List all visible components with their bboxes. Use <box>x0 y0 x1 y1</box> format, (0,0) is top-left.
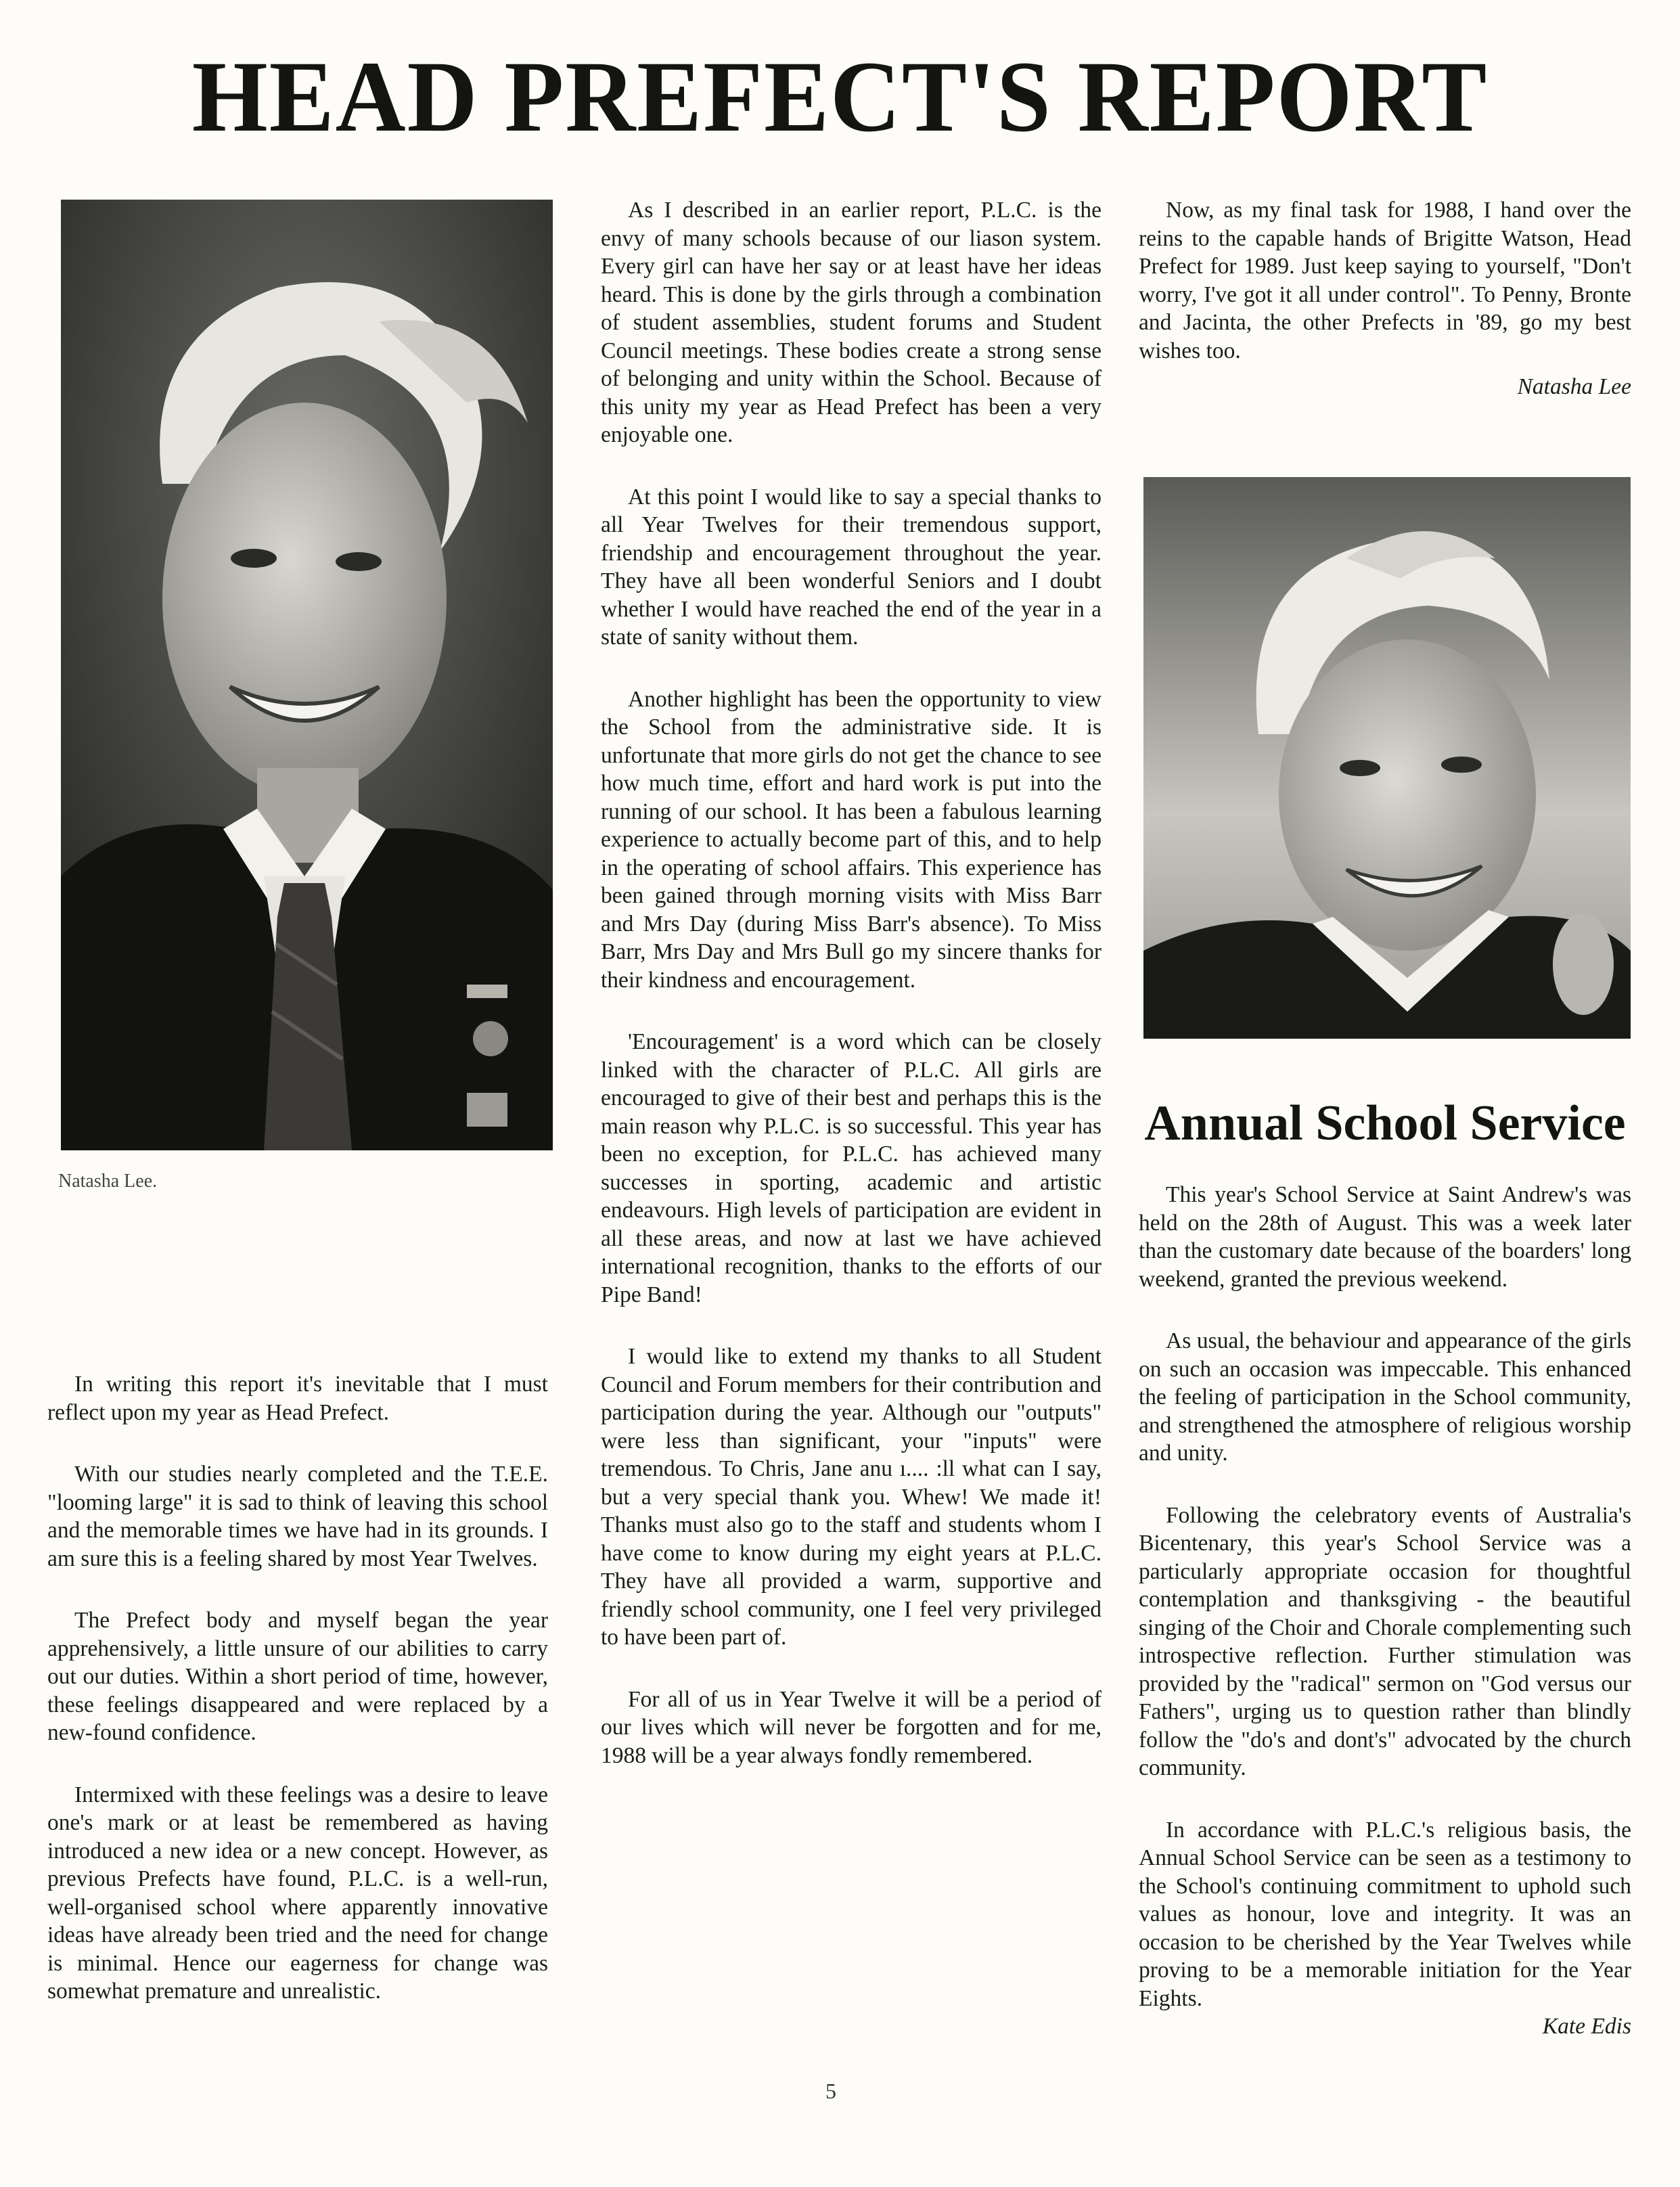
paragraph: As I described in an earlier report, P.L.C. is the envy of many schools because of our liason system. Every girl can have her say or at least have her ideas heard. This is done by the girls through a combination of student assemblies, student forums and Student Council meetings. These bodies create a strong sense of belonging and unity within the School. Because of this unity my year as Head Prefect has been a very enjoyable one. <box>601 198 1102 447</box>
paragraph: In accordance with P.L.C.'s religious basis, the Annual School Service can be seen as a testimony to the School's continuing commitment to uphold such values as honour, love and integrity. It was an occasion to be cherished by the Year Twelves while proving to be a memorable initiation for the Year Eights. <box>1139 1817 1631 2011</box>
section-heading: Annual School Service <box>1144 1096 1626 1151</box>
page-number: 5 <box>825 2079 836 2103</box>
paragraph: Following the celebratory events of Australia's Bicentenary, this year's School Service was a particularly appropriate occasion for thoughtful contemplation and thanksgiving - the beautiful singing of the Choir and Chorale complementing such introspective reflection. Further stimulation was provided by the "radical" sermon on "God versus our Fathers", urging us to question rather than blindly follow the "do's and dont's" advocated by the church community. <box>1139 1502 1631 1780</box>
portrait-illustration <box>1143 477 1631 1039</box>
column-right-service <box>1139 1181 1631 2075</box>
page-title: HEAD PREFECT'S REPORT <box>191 41 1489 153</box>
column-left <box>47 1370 548 2039</box>
photo-caption: Natasha Lee. <box>58 1171 158 1192</box>
paragraph: At this point I would like to say a special thanks to all Year Twelves for their tremendous support, friendship and encouragement throughout the year. They have all been wonderful Seniors and I doubt whether I would have reached the end of the year in a state of sanity without them. <box>601 484 1102 650</box>
paragraph: Intermixed with these feelings was a desire to leave one's mark or at least be remembered as having introduced a new idea or a new concept. However, as previous Prefects have found, P.L.C. is a well-run, well-organised school where apparently innovative ideas have already been tried and the need for change is minimal. Hence our eagerness for change was somewhat premature and unrealistic. <box>47 1782 548 2004</box>
paragraph: The Prefect body and myself began the year apprehensively, a little unsure of our abilities to carry out our duties. Within a short period of time, however, these feelings disappeared and were replaced by a new-found confidence. <box>47 1608 548 1745</box>
paragraph: 'Encouragement' is a word which can be closely linked with the character of P.L.C. All girls are encouraged to give of their best and perhaps this is the main reason why P.L.C. is so successful. This year has been no exception, for P.L.C. has achieved many successes in sporting, academic and artistic endeavours. High levels of participation are evident in all these areas, and now at last we have achieved international recognition, thanks to the efforts of our Pipe Band! <box>601 1029 1102 1307</box>
photo-natasha-lee <box>61 200 553 1150</box>
paragraph: This year's School Service at Saint Andrew's was held on the 28th of August. This was a week later than the customary date because of the boarders' long weekend, granted the previous weekend. <box>1139 1182 1631 1292</box>
paragraph: In writing this report it's inevitable that I must reflect upon my year as Head Prefect. <box>47 1372 548 1425</box>
portrait-illustration <box>61 200 553 1150</box>
photo-student <box>1143 477 1631 1039</box>
paragraph: I would like to extend my thanks to all Student Council and Forum members for their contribution and participation during the year. Although our "outputs" were less than significant, your "inputs" were tremendous. To Chris, Jane anu ı.... :ll what can I say, but a very special thank you. Whew! We made it! Thanks must also go to the staff and students whom I have come to know during my eight years at P.L.C. They have all provided a warm, supportive and friendly school community, one I feel very privileged to have been part of. <box>601 1344 1102 1650</box>
paragraph: For all of us in Year Twelve it will be a period of our lives which will never be forgotten and for me, 1988 will be a year always fondly remembered. <box>601 1686 1102 1768</box>
signature: Kate Edis <box>1542 2014 1631 2039</box>
column-right <box>1139 196 1631 435</box>
column-middle <box>601 196 1102 1803</box>
paragraph: Another highlight has been the opportunity to view the School from the administrative side. It is unfortunate that more girls do not get the chance to see how much time, effort and hard work is put into the running of our school. It has been a fabulous learning experience to actually become part of this, and to help in the operating of school affairs. This experience has been gained through morning visits with Miss Barr and Mrs Day (during Miss Barr's absence). To Miss Barr, Mrs Day and Mrs Bull go my sincere thanks for their kindness and encouragement. <box>601 686 1102 993</box>
paragraph: Now, as my final task for 1988, I hand over the reins to the capable hands of Brigitte Watson, Head Prefect for 1989. Just keep saying to yourself, "Don't worry, I've got it all under control". To Penny, Bronte and Jacinta, the other Prefects in '89, go my best wishes too. <box>1139 198 1631 363</box>
paragraph: With our studies nearly completed and the T.E.E. "looming large" it is sad to think of leaving this school and the memorable times we have had in its grounds. I am sure this is a feeling shared by most Year Twelves. <box>47 1462 548 1571</box>
signature: Natasha Lee <box>1517 374 1631 399</box>
paragraph: As usual, the behaviour and appearance of the girls on such an occasion was impeccable. This enhanced the feeling of participation in the School community, and strengthened the atmosphere of religious worship and unity. <box>1139 1328 1631 1466</box>
